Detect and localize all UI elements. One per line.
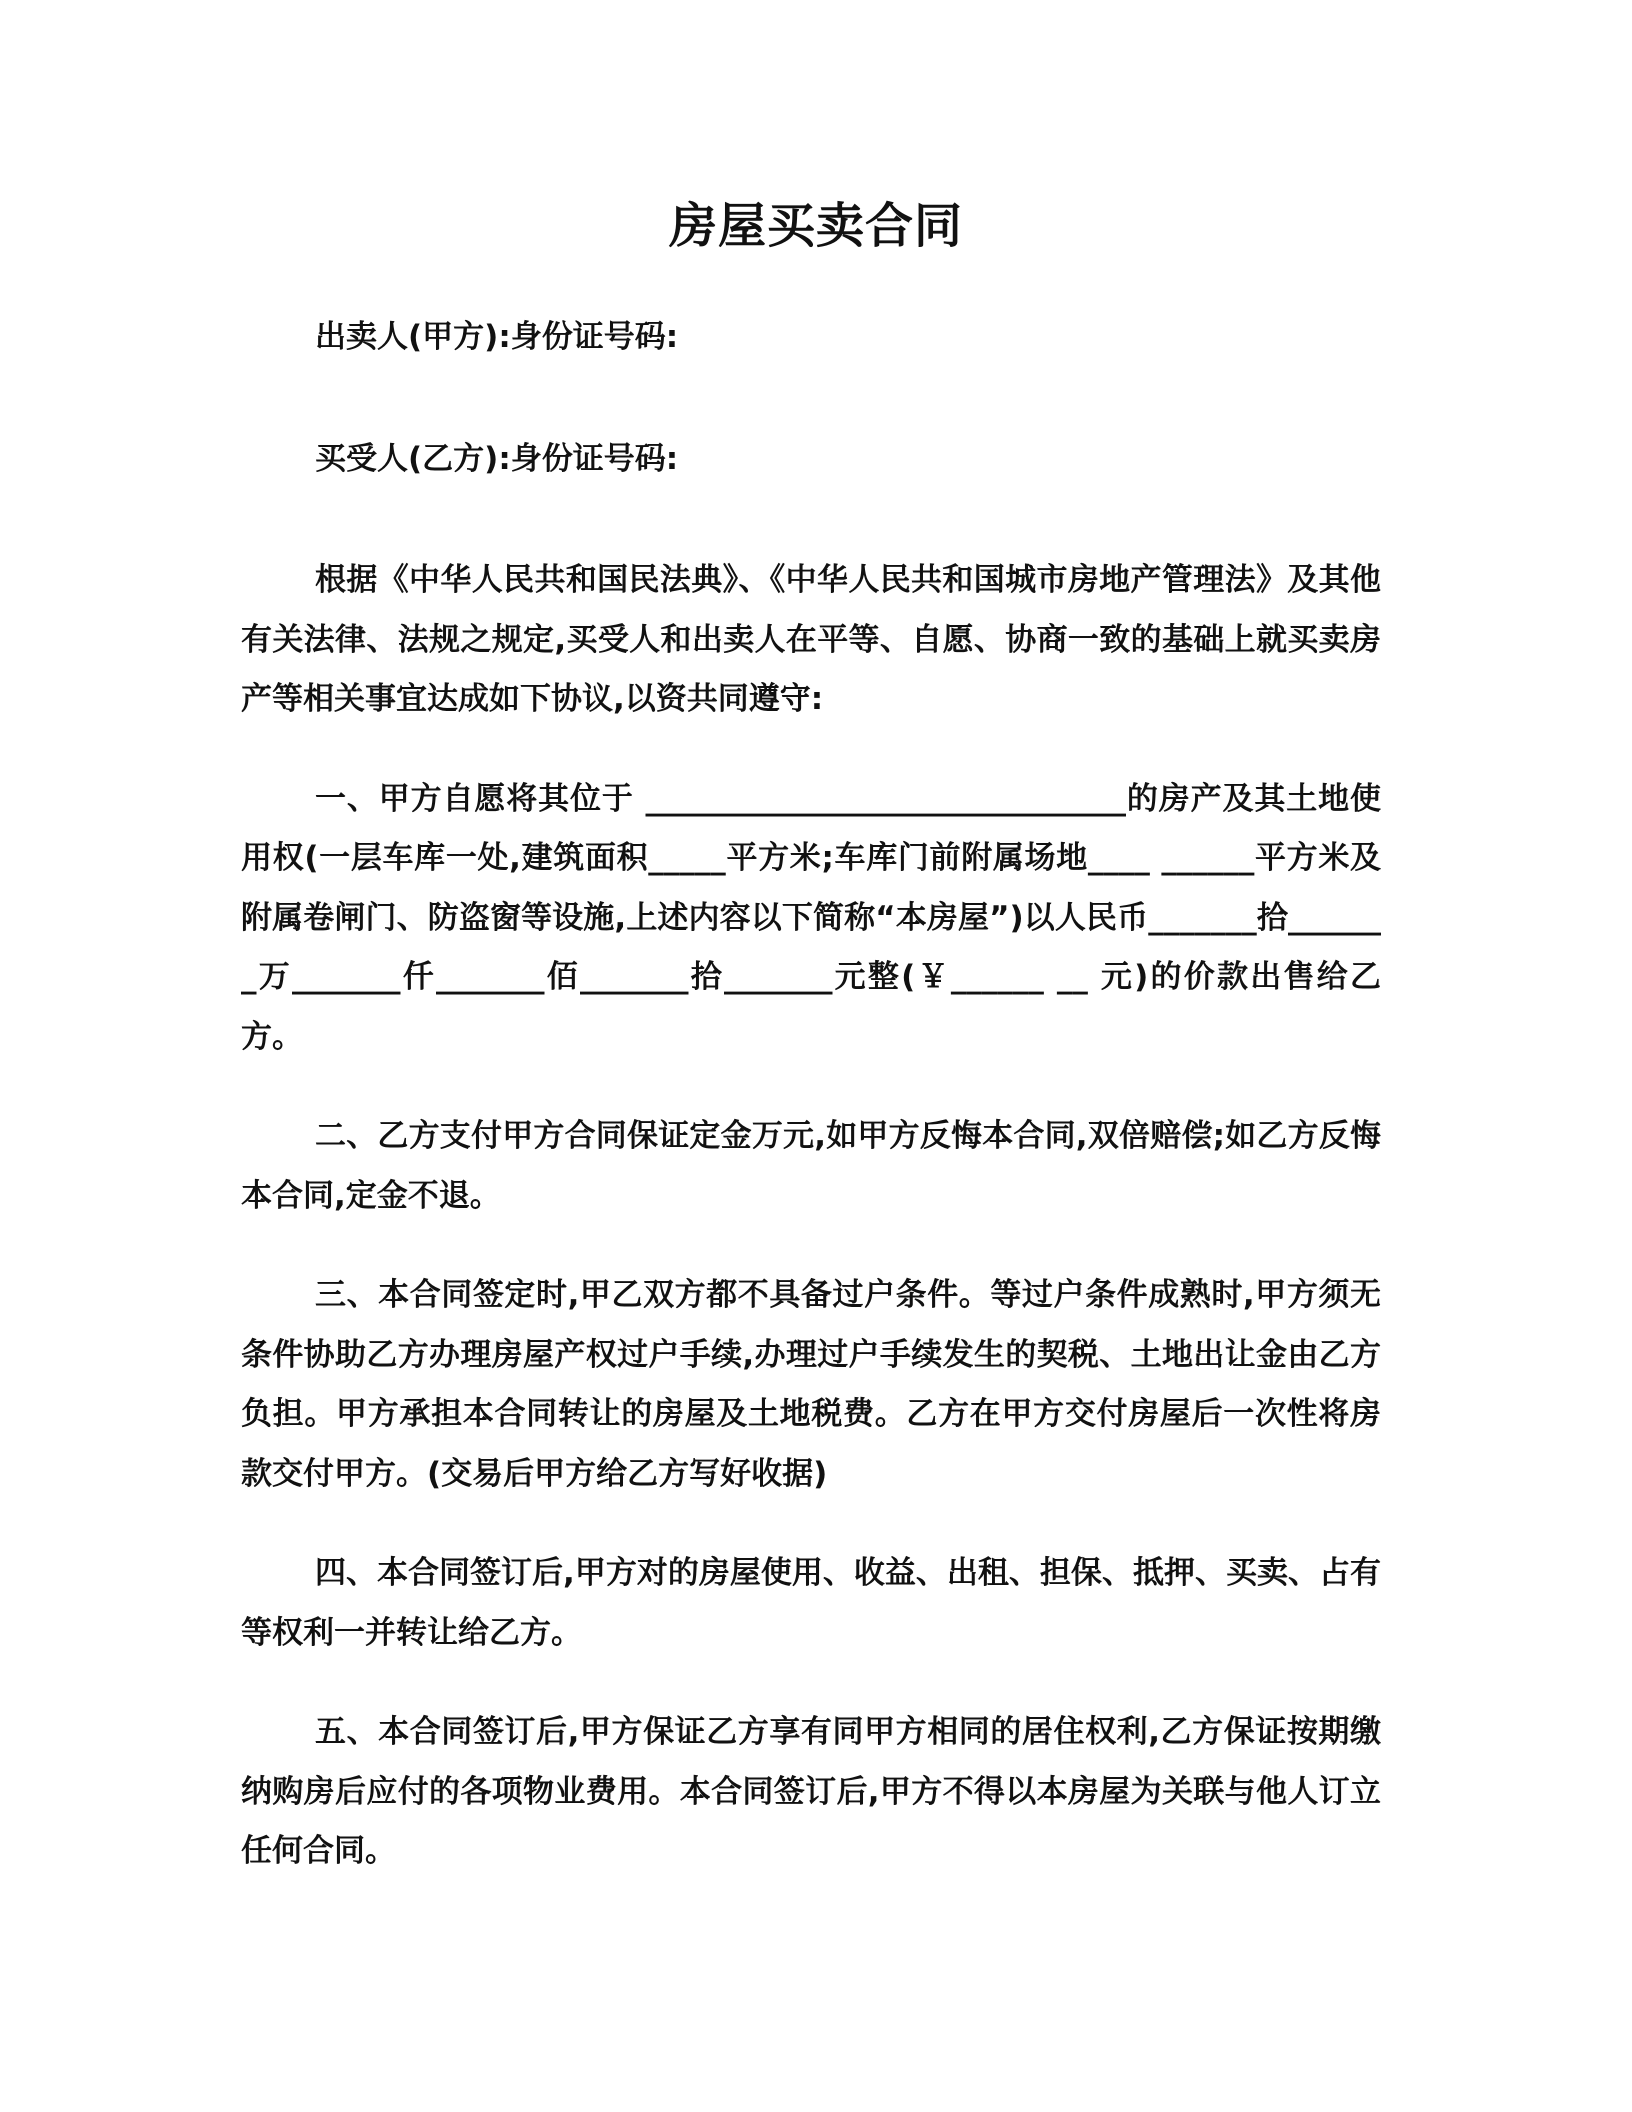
buyer-line: 买受人(乙方):身份证号码: xyxy=(315,440,679,477)
clause-1: 一、甲方自愿将其位于 _______________________________的房产及其土地使用权(一层车库一处,建筑面积_____平方米;车库门前附属场地____ ______平方米及附属卷闸门、防盗窗等设施,上述内容以下简称“本房屋”)以人民币_______拾_______万_______仟_______佰_______拾_______元整(￥______ __ 元)的价款出售给乙方。 xyxy=(241,780,1381,1055)
clause-4: 四、本合同签订后,甲方对的房屋使用、收益、出租、担保、抵押、买卖、占有等权利一并转让给乙方。 xyxy=(241,1555,1381,1651)
preamble-paragraph: 根据《中华人民共和国民法典》、《中华人民共和国城市房地产管理法》及其他有关法律、法规之规定,买受人和出卖人在平等、自愿、协商一致的基础上就买卖房产等相关事宜达成如下协议,以资共同遵守: xyxy=(241,562,1381,717)
clause-2: 二、乙方支付甲方合同保证定金万元,如甲方反悔本合同,双倍赔偿;如乙方反悔本合同,定金不退。 xyxy=(241,1118,1381,1214)
document-title: 房屋买卖合同 xyxy=(668,198,963,254)
clause-5: 五、本合同签订后,甲方保证乙方享有同甲方相同的居住权利,乙方保证按期缴纳购房后应付的各项物业费用。本合同签订后,甲方不得以本房屋为关联与他人订立任何合同。 xyxy=(241,1714,1381,1869)
seller-line: 出卖人(甲方):身份证号码: xyxy=(315,319,679,355)
clause-3: 三、本合同签定时,甲乙双方都不具备过户条件。等过户条件成熟时,甲方须无条件协助乙方办理房屋产权过户手续,办理过户手续发生的契税、土地出让金由乙方负担。甲方承担本合同转让的房屋及土地税费。乙方在甲方交付房屋后一次性将房款交付甲方。(交易后甲方给乙方写好收据) xyxy=(241,1277,1381,1492)
document-body xyxy=(241,308,1381,1882)
